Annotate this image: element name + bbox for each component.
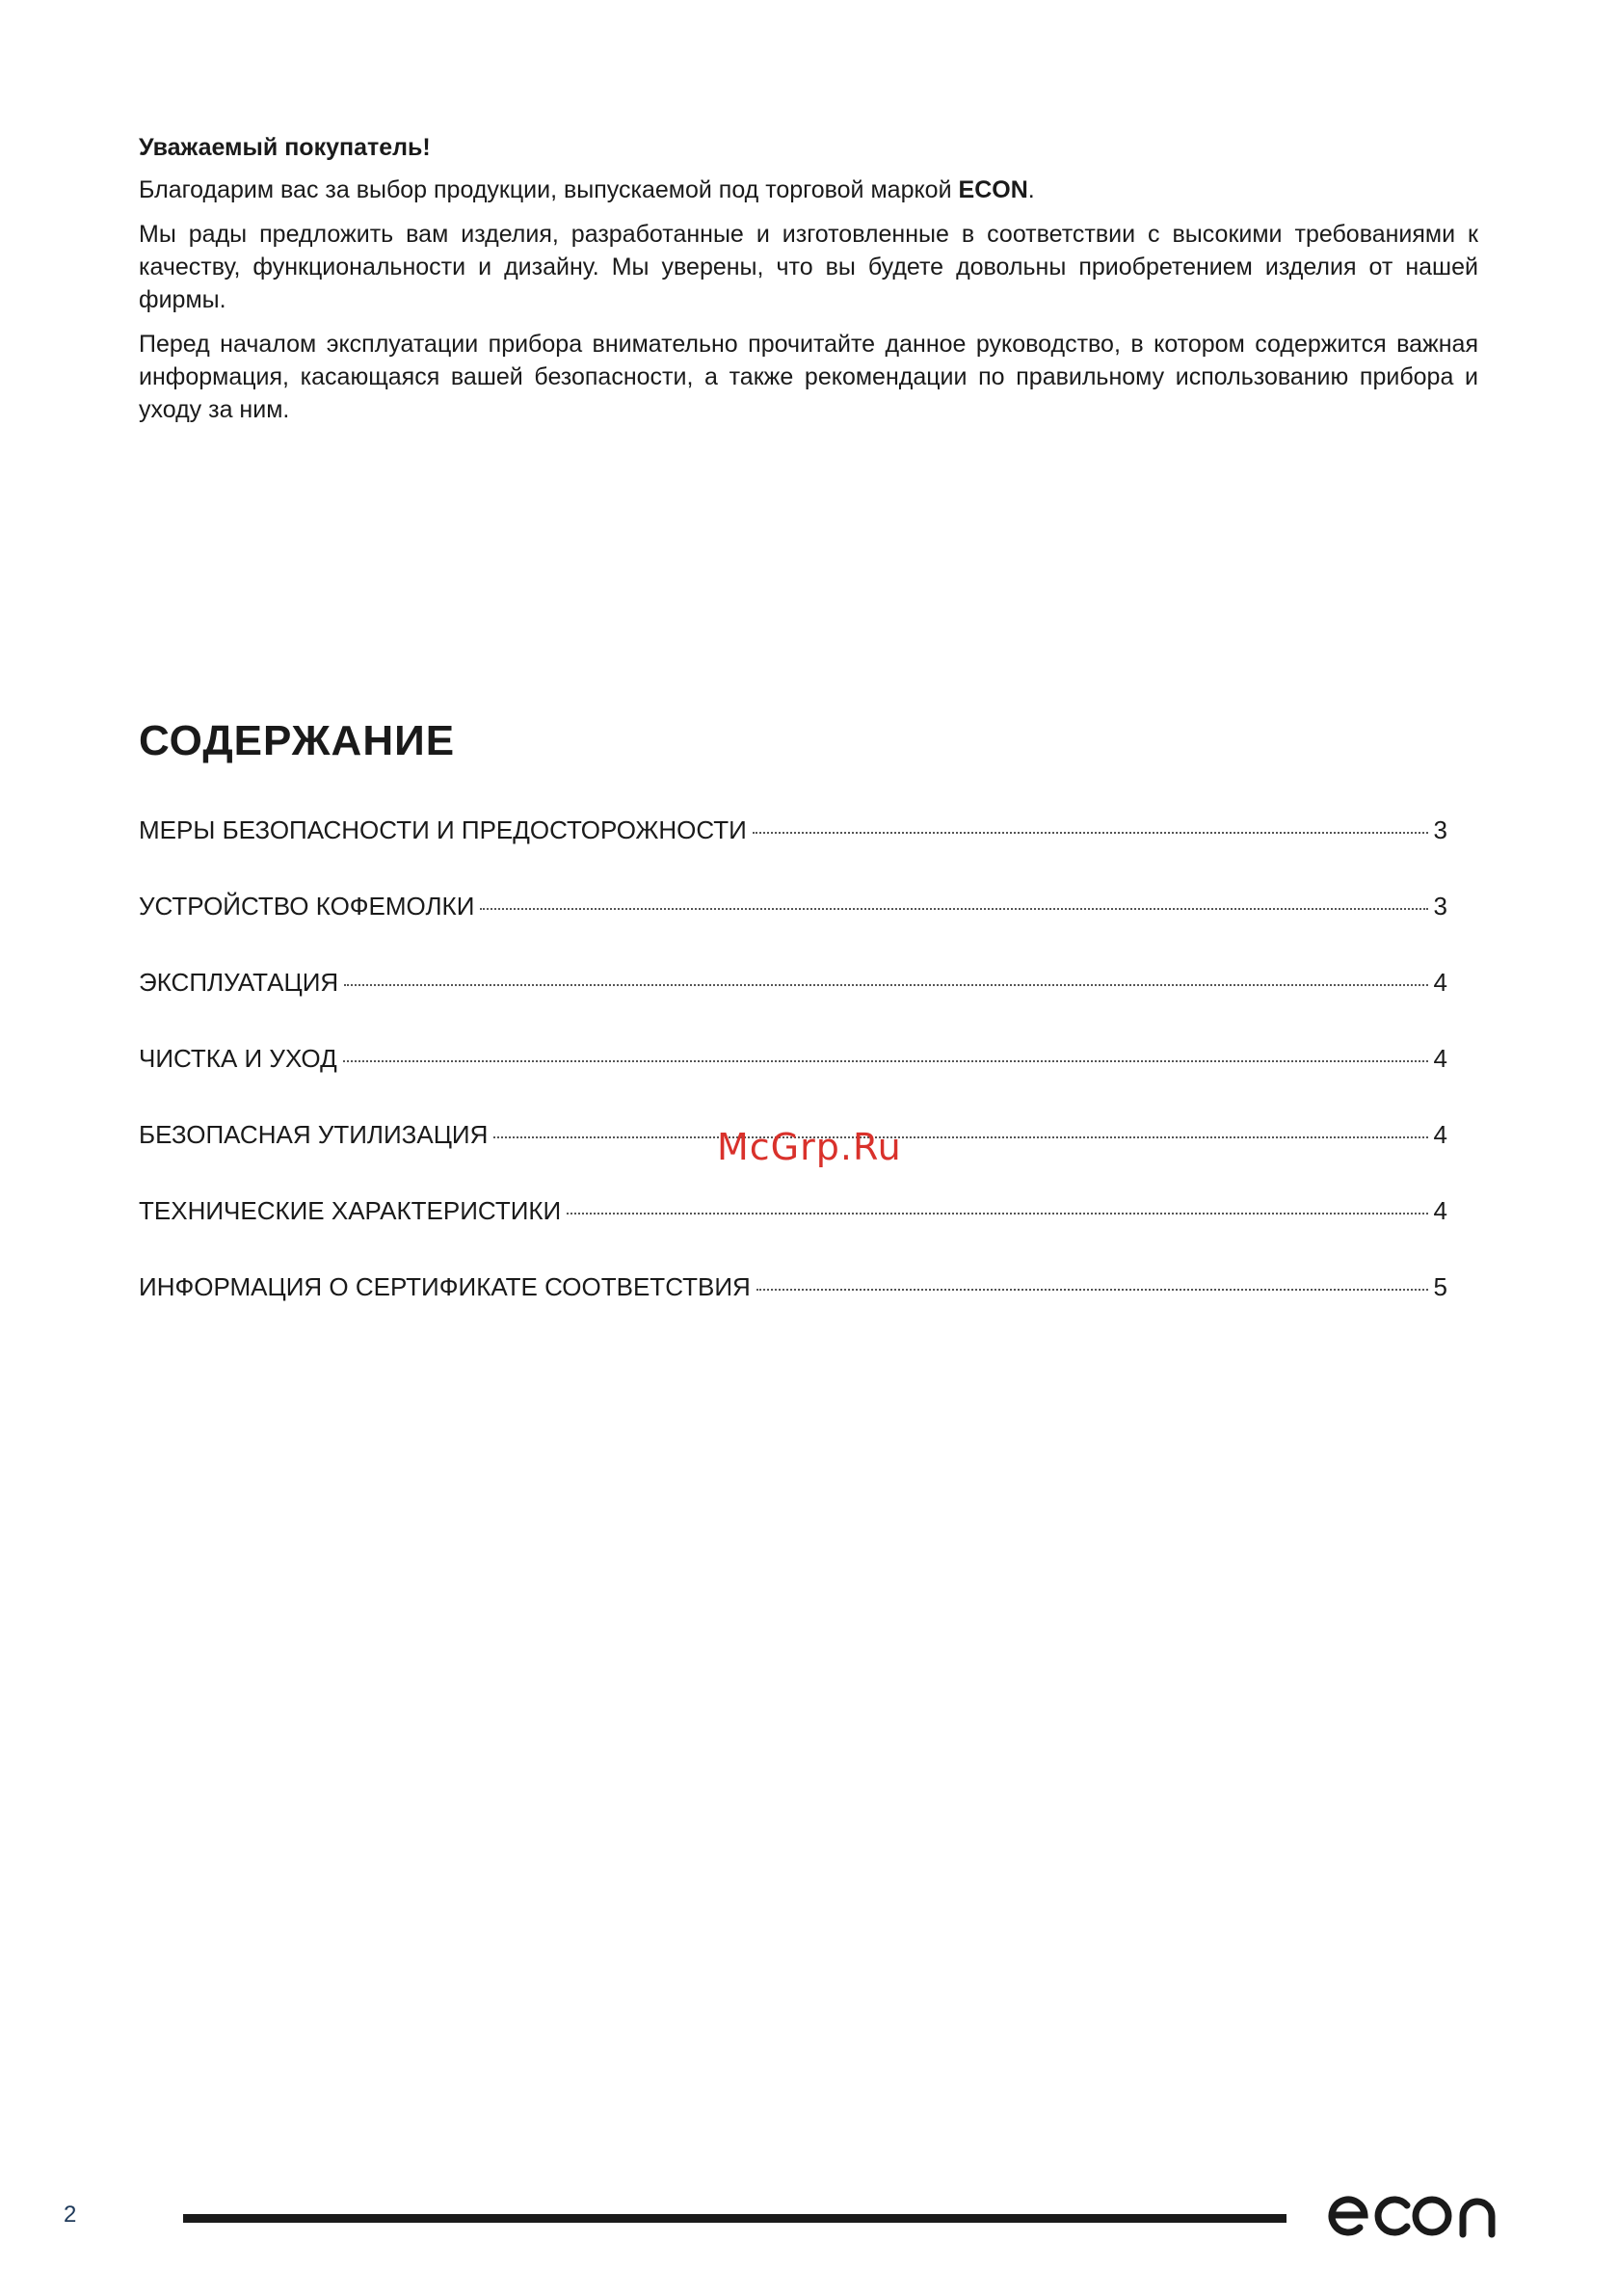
toc-item-page: 5 (1433, 1272, 1447, 1301)
toc-leader-dots (344, 984, 1427, 986)
toc-leader-dots (753, 832, 1428, 834)
toc-item-safety[interactable] (139, 815, 1447, 892)
intro-paragraph-2: Мы рады предложить вам изделия, разработанные и изготовленные в соответствии с высокими требованиями к качеству, функциональности и дизайну. Мы уверены, что вы будете довольны приобретением изделия от нашей фирмы. (139, 221, 1478, 313)
toc-item-label: ТЕХНИЧЕСКИЕ ХАРАКТЕРИСТИКИ (139, 1196, 562, 1225)
greeting: Уважаемый покупатель! (139, 134, 431, 161)
intro-section (139, 131, 1478, 438)
footer-rule (183, 2214, 1286, 2223)
toc-title: СОДЕРЖАНИЕ (139, 717, 456, 764)
toc-item-device[interactable] (139, 892, 1447, 968)
toc-item-page: 4 (1433, 968, 1447, 997)
toc-leader-dots (480, 908, 1427, 910)
toc-item-page: 4 (1433, 1196, 1447, 1225)
toc-leader-dots (756, 1289, 1428, 1291)
toc-item-label: БЕЗОПАСНАЯ УТИЛИЗАЦИЯ (139, 1120, 489, 1149)
toc-item-cleaning[interactable] (139, 1044, 1447, 1120)
toc-item-page: 4 (1433, 1044, 1447, 1073)
toc-item-label: МЕРЫ БЕЗОПАСНОСТИ И ПРЕДОСТОРОЖНОСТИ (139, 815, 747, 844)
intro-paragraph-3: Перед началом эксплуатации прибора внимательно прочитайте данное руководство, в котором содержится важная информация, касающаяся вашей безопасности, а также рекомендации по правильному использованию прибора и уходу за ним. (139, 331, 1478, 423)
toc-leader-dots (343, 1060, 1428, 1062)
toc-item-label: ЭКСПЛУАТАЦИЯ (139, 968, 339, 997)
toc-item-label: ИНФОРМАЦИЯ О СЕРТИФИКАТЕ СООТВЕТСТВИЯ (139, 1272, 751, 1301)
page-number: 2 (64, 2202, 77, 2228)
brand-name: ECON (958, 176, 1028, 203)
toc-item-page: 3 (1433, 892, 1447, 921)
watermark: McGrp.Ru (717, 1126, 902, 1168)
table-of-contents (139, 815, 1447, 1348)
toc-item-label: ЧИСТКА И УХОД (139, 1044, 337, 1073)
toc-item-specifications[interactable] (139, 1196, 1447, 1272)
toc-item-certificate[interactable] (139, 1272, 1447, 1348)
toc-item-page: 3 (1433, 815, 1447, 844)
thanks-text: Благодарим вас за выбор продукции, выпускаемой под торговой маркой (139, 176, 959, 203)
thanks-end: . (1027, 176, 1035, 203)
econ-logo-icon (1328, 2186, 1505, 2244)
toc-item-page: 4 (1433, 1120, 1447, 1149)
toc-item-operation[interactable] (139, 968, 1447, 1044)
thanks-paragraph (139, 174, 1478, 206)
toc-leader-dots (567, 1213, 1427, 1215)
toc-leader-dots (493, 1136, 1427, 1138)
toc-item-label: УСТРОЙСТВО КОФЕМОЛКИ (139, 892, 475, 921)
